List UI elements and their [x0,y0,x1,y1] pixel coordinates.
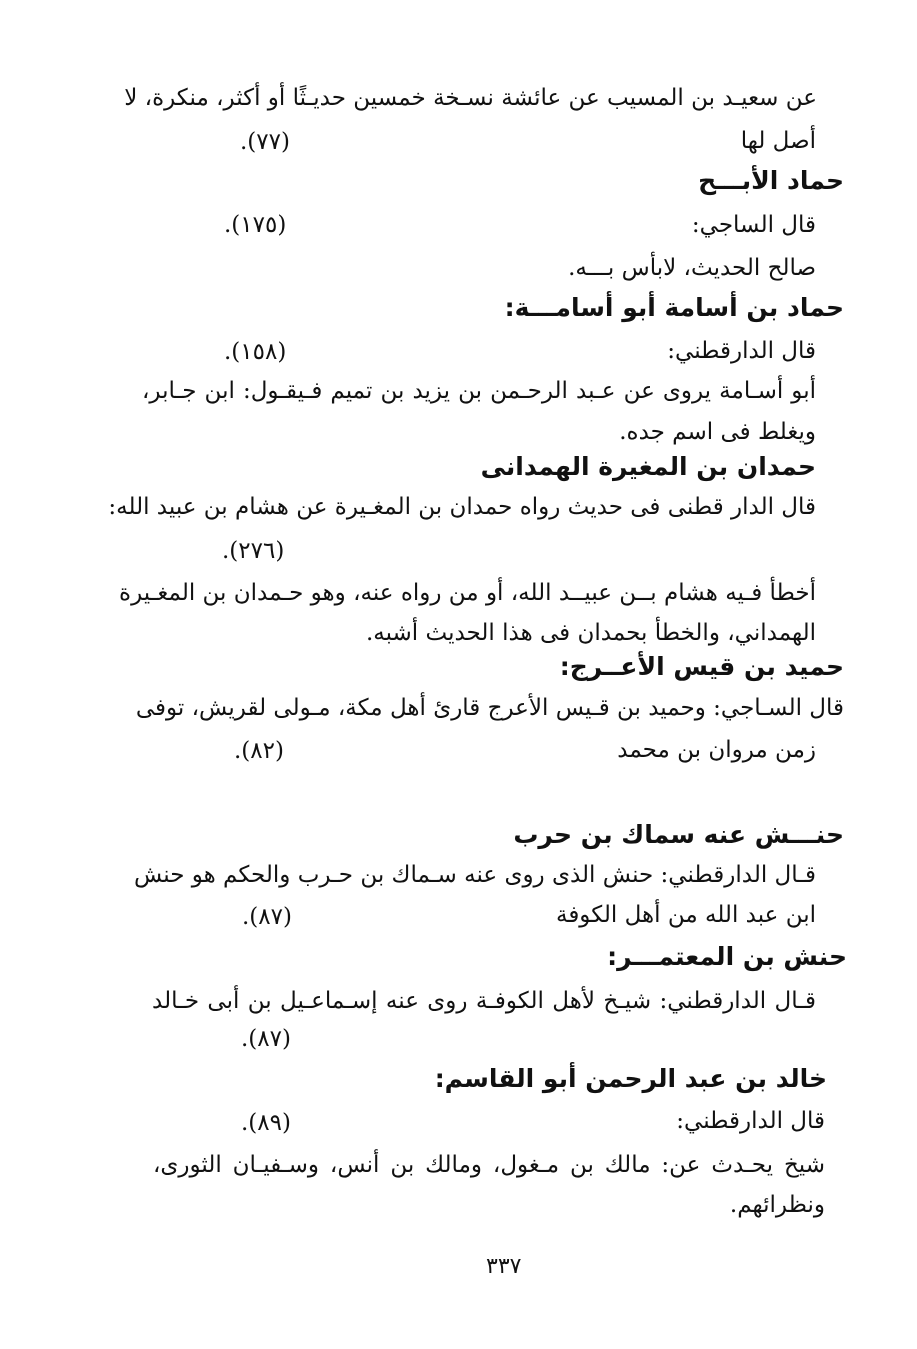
text-line: أخطأ فـيه هشام بــن عبيــد الله، أو من رواه عنه، وهو حـمدان بن المغـيرة [119,580,816,606]
entry-heading: حنش بن المعتمـــر: [607,942,847,971]
text-line: صالح الحديث، لابأس بـــه. [568,255,816,281]
text-line: شيخ يحـدث عن: مالك بن مـغول، ومالك بن أنس، وسـفيـان الثورى، [153,1152,825,1178]
text-line: أبو أسـامة يروى عن عـبد الرحـمن بن يزيد بن تميم فـيقـول: ابن جـابر، [142,378,816,404]
reference-number: (٢٧٦). [222,538,285,564]
reference-number: (٨٩). [241,1110,291,1136]
reference-number: (١٥٨). [224,339,287,365]
reference-number: (٨٧). [241,1026,291,1052]
text-line: زمن مروان بن محمد [617,737,816,763]
text-line: عن سعيـد بن المسيب عن عائشة نسـخة خمسين حديـثًا أو أكثر، منكرة، لا [124,85,817,111]
reference-number: (٨٢). [234,738,284,764]
text-line: أصل لها [740,128,816,154]
entry-heading: حميد بن قيس الأعــرج: [559,652,844,681]
text-line: قال الدارقطني: [667,338,816,364]
entry-heading: خالد بن عبد الرحمن أبو القاسم: [434,1064,827,1093]
reference-number: (١٧٥). [224,212,287,238]
entry-heading: حنـــش عنه سماك بن حرب [513,820,844,849]
text-line: ونظرائهم. [729,1192,825,1218]
text-line: قال الدار قطنى فى حديث رواه حمدان بن المغـيرة عن هشام بن عبيد الله: [108,494,816,520]
text-line: ابن عبد الله من أهل الكوفة [555,902,816,928]
entry-heading: حماد بن أسامة أبو أسامـــة: [504,293,844,322]
entry-heading: حمدان بن المغيرة الهمدانى [480,452,816,481]
text-line: ويغلط فى اسم جده. [619,419,816,445]
text-line: قال السـاجي: وحميد بن قـيس الأعرج قارئ أهل مكة، مـولى لقريش، توفى [135,695,844,721]
text-line: قال الساجي: [691,212,816,238]
reference-number: (٧٧). [240,129,290,155]
text-line: قال الدارقطني: [676,1108,825,1134]
entry-heading: حماد الأبـــح [698,166,844,195]
page-number: ٣٣٧ [486,1254,522,1279]
reference-number: (٨٧). [242,904,292,930]
text-line: قـال الدارقطني: شيـخ لأهل الكوفـة روى عنه إسـماعـيل بن أبى خـالد [152,988,816,1014]
text-line: قـال الدارقطني: حنش الذى روى عنه سـماك بن حـرب والحكم هو حنش [133,862,816,888]
text-line: الهمداني، والخطأ بحمدان فى هذا الحديث أشبه. [365,620,816,646]
